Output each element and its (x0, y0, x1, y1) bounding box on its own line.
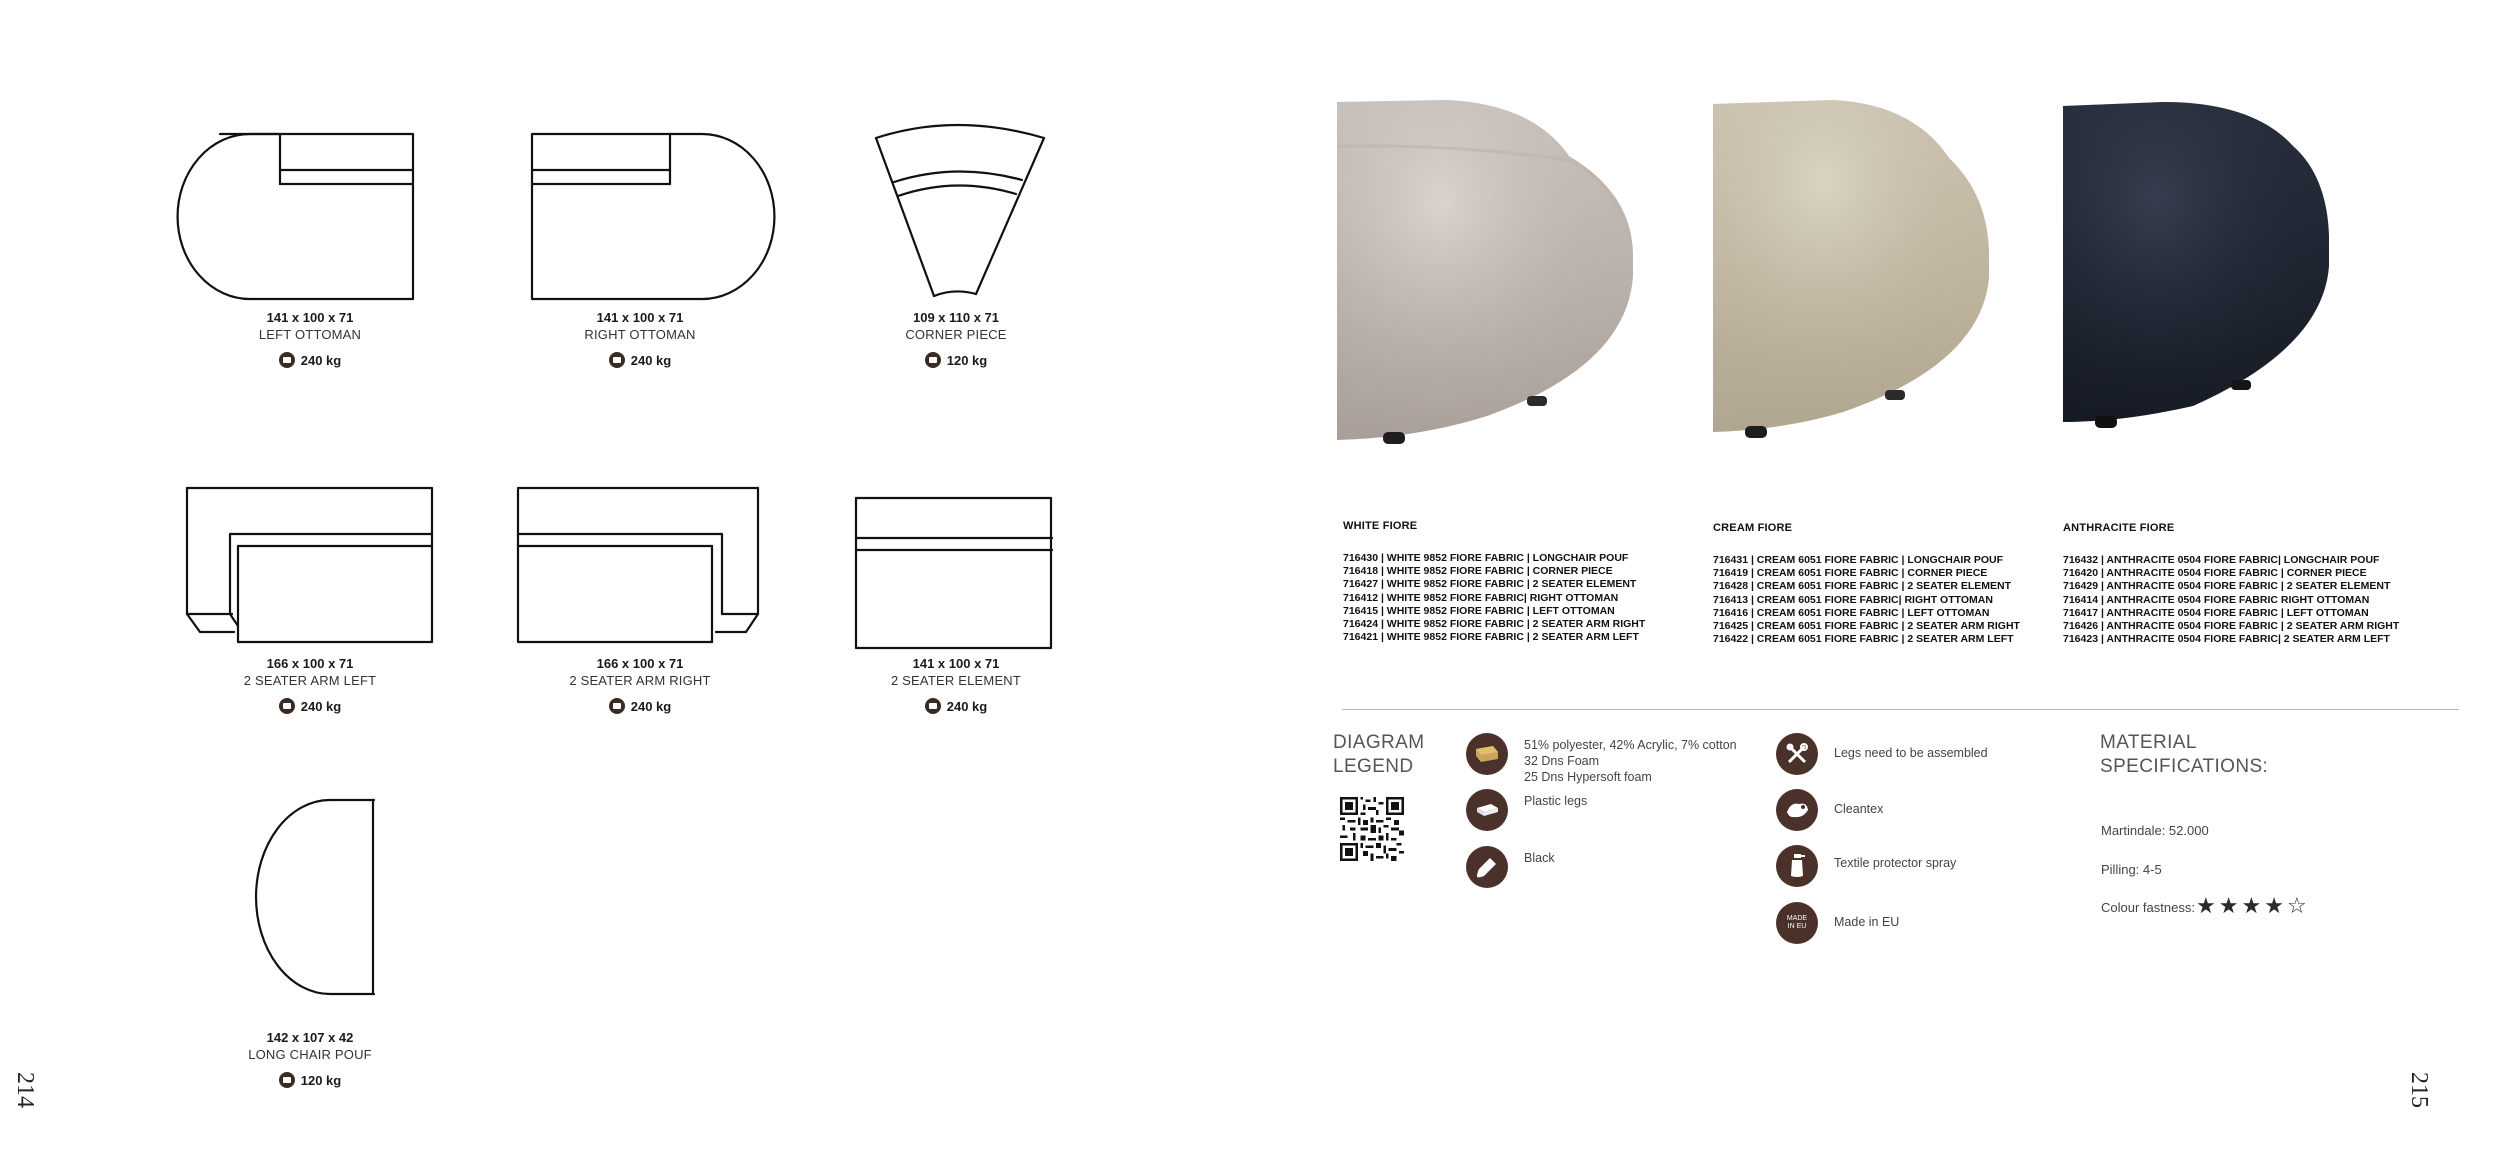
cream-fiore-photo (1713, 96, 2013, 454)
star-empty-icon: ☆ (2286, 894, 2307, 919)
legend-title-line: DIAGRAM (1333, 732, 1425, 753)
spray-bottle-icon (1776, 845, 1818, 887)
weight-icon (279, 352, 295, 368)
product-dims: 109 x 110 x 71 (912, 310, 1000, 325)
legend-text (1524, 846, 1555, 866)
legend-text (1524, 789, 1587, 809)
product-weight (925, 698, 987, 714)
weight-icon (925, 698, 941, 714)
product-dims: 141 x 100 x 71 (266, 310, 354, 325)
fabric-code: 716415 | WHITE 9852 FIORE FABRIC | LEFT OTTOMAN (1343, 604, 1615, 617)
product-weight (925, 352, 987, 368)
fabric-code: 716416 | CREAM 6051 FIORE FABRIC | LEFT OTTOMAN (1713, 606, 1990, 619)
diagram-legend-title (1333, 731, 1424, 779)
pouf-diagram (160, 790, 460, 1030)
product-weight (609, 352, 671, 368)
product-name: RIGHT OTTOMAN (584, 327, 696, 342)
product-right-ottoman (490, 110, 790, 368)
weight-icon (279, 1072, 295, 1088)
weight-value: 240 kg (630, 698, 672, 714)
legend-item-cleantex (1776, 789, 1883, 831)
made-in-eu-icon (1776, 902, 1818, 944)
star-filled-icon: ★ (2241, 894, 2262, 919)
anthracite-fiore-photo (2063, 96, 2363, 454)
star-filled-icon: ★ (2264, 894, 2284, 919)
fabric-code: 716432 | ANTHRACITE 0504 FIORE FABRIC| LONGCHAIR POUF (2063, 554, 2380, 566)
legend-item-plastic-legs (1466, 789, 1587, 831)
product-2-seater-element (806, 476, 1106, 714)
legend-text (1834, 733, 1988, 761)
weight-icon (609, 352, 625, 368)
fabric-code: 716431 | CREAM 6051 FIORE FABRIC | LONGCHAIR POUF (1713, 554, 2004, 566)
martindale-spec: Martindale: 52.000 (2101, 823, 2209, 838)
paint-brush-icon (1466, 846, 1508, 888)
star-filled-icon: ★ (2218, 894, 2239, 919)
product-left-ottoman (160, 110, 460, 368)
badge-text: MADE (1786, 915, 1808, 922)
fabric-code: 716423 | ANTHRACITE 0504 FIORE FABRIC| 2 SEATER ARM LEFT (2063, 633, 2390, 646)
element-diagram (806, 476, 1106, 656)
product-2-seater-arm-right (490, 476, 790, 714)
plastic-legs-icon (1466, 789, 1508, 831)
legend-line: 32 Dns Foam (1524, 754, 1600, 768)
legend-item-made-in-eu (1776, 902, 1899, 944)
weight-value: 240 kg (300, 698, 342, 714)
product-name: LONG CHAIR POUF (248, 1047, 372, 1062)
product-dims: 141 x 100 x 71 (596, 310, 684, 325)
cleantex-icon (1776, 789, 1818, 831)
fabric-name: WHITE FIORE (1343, 520, 1418, 532)
tools-icon (1776, 733, 1818, 775)
legend-line: Made in EU (1834, 915, 1900, 929)
product-name: LEFT OTTOMAN (258, 327, 362, 342)
product-dims: 166 x 100 x 71 (266, 656, 354, 671)
material-specifications-title (2100, 731, 2268, 779)
legend-item-protector-spray (1776, 845, 1956, 887)
product-long-chair-pouf (160, 790, 460, 1088)
fabric-code: 716428 | CREAM 6051 FIORE FABRIC | 2 SEATER ELEMENT (1713, 580, 2012, 593)
fabric-code: 716422 | CREAM 6051 FIORE FABRIC | 2 SEATER ARM LEFT (1713, 633, 2014, 646)
weight-value: 240 kg (946, 698, 988, 714)
pilling-spec: Pilling: 4-5 (2101, 862, 2162, 877)
legend-line: Textile protector spray (1834, 856, 1957, 870)
legend-text (1834, 789, 1883, 817)
legend-item-assembly (1776, 733, 1988, 775)
product-2-seater-arm-left (160, 476, 460, 714)
fabric-name: CREAM FIORE (1713, 522, 1793, 534)
fabric-code: 716419 | CREAM 6051 FIORE FABRIC | CORNER PIECE (1713, 567, 1988, 580)
fabric-white-fiore (1343, 520, 1645, 644)
product-dims: 142 x 107 x 42 (266, 1030, 354, 1045)
fabric-code: 716417 | ANTHRACITE 0504 FIORE FABRIC | LEFT OTTOMAN (2063, 606, 2369, 619)
weight-value: 240 kg (300, 352, 342, 368)
fabric-code: 716418 | WHITE 9852 FIORE FABRIC | CORNER PIECE (1343, 565, 1613, 578)
corner-piece-diagram (806, 110, 1106, 310)
colour-fastness-rating (2196, 896, 2307, 918)
weight-icon (609, 698, 625, 714)
page-number-left: 214 (12, 1072, 38, 1108)
product-weight (279, 352, 341, 368)
fabric-name: ANTHRACITE FIORE (2063, 522, 2175, 534)
fabric-code: 716430 | WHITE 9852 FIORE FABRIC | LONGCHAIR POUF (1343, 552, 1629, 564)
page-number-right: 215 (2406, 1072, 2432, 1108)
fabric-code: 716424 | WHITE 9852 FIORE FABRIC | 2 SEATER ARM RIGHT (1343, 618, 1646, 631)
arm-left-diagram (160, 476, 460, 656)
product-dims: 141 x 100 x 71 (912, 656, 1000, 671)
fabric-cream-fiore (1713, 522, 2020, 646)
fabric-code: 716427 | WHITE 9852 FIORE FABRIC | 2 SEATER ELEMENT (1343, 578, 1637, 591)
fabric-code: 716425 | CREAM 6051 FIORE FABRIC | 2 SEATER ARM RIGHT (1713, 620, 2020, 633)
fabric-code: 716414 | ANTHRACITE 0504 FIORE FABRIC RIGHT OTTOMAN (2063, 593, 2370, 606)
left-ottoman-diagram (160, 110, 460, 310)
badge-text: IN EU (1787, 923, 1807, 930)
fabric-codes (1343, 552, 1645, 644)
mat-title-line: MATERIAL (2100, 732, 2197, 753)
arm-right-diagram (490, 476, 790, 656)
legend-text (1834, 902, 1899, 930)
legend-text (1834, 845, 1956, 871)
product-dims: 166 x 100 x 71 (596, 656, 684, 671)
product-name: 2 SEATER ARM RIGHT (569, 673, 711, 688)
fabric-anthracite-fiore (2063, 522, 2399, 646)
product-weight (279, 698, 341, 714)
weight-icon (279, 698, 295, 714)
legend-line: Black (1524, 851, 1555, 865)
fabric-code: 716421 | WHITE 9852 FIORE FABRIC | 2 SEATER ARM LEFT (1343, 631, 1639, 644)
fabric-code: 716426 | ANTHRACITE 0504 FIORE FABRIC | 2 SEATER ARM RIGHT (2063, 620, 2400, 633)
right-ottoman-diagram (490, 110, 790, 310)
weight-value: 240 kg (630, 352, 672, 368)
fabric-code: 716429 | ANTHRACITE 0504 FIORE FABRIC | 2 SEATER ELEMENT (2063, 580, 2391, 593)
legend-title-line: LEGEND (1333, 756, 1414, 777)
fabric-swatch-icon (1466, 733, 1508, 775)
legend-item-black (1466, 846, 1555, 888)
product-weight (279, 1072, 341, 1088)
legend-line: Plastic legs (1524, 794, 1588, 808)
fabric-code: 716412 | WHITE 9852 FIORE FABRIC| RIGHT OTTOMAN (1343, 591, 1619, 604)
star-filled-icon: ★ (2196, 894, 2216, 919)
legend-line: Legs need to be assembled (1834, 746, 1988, 760)
product-weight (609, 698, 671, 714)
weight-value: 120 kg (300, 1072, 342, 1088)
qr-code[interactable] (1340, 797, 1404, 861)
fabric-codes (1713, 554, 2020, 646)
legend-text (1524, 733, 1737, 785)
white-fiore-photo (1337, 96, 1637, 454)
legend-item-fabric (1466, 733, 1737, 785)
product-name: 2 SEATER ARM LEFT (243, 673, 377, 688)
product-name: CORNER PIECE (905, 327, 1007, 342)
product-name: 2 SEATER ELEMENT (890, 673, 1022, 688)
colour-fastness-label: Colour fastness: (2101, 900, 2195, 915)
mat-title-line: SPECIFICATIONS: (2100, 756, 2269, 777)
legend-line: Cleantex (1834, 802, 1884, 816)
section-divider (1342, 709, 2459, 710)
fabric-codes (2063, 554, 2399, 646)
weight-value: 120 kg (946, 352, 988, 368)
legend-line: 25 Dns Hypersoft foam (1524, 770, 1652, 784)
legend-line: 51% polyester, 42% Acrylic, 7% cotton (1524, 738, 1737, 752)
fabric-code: 716420 | ANTHRACITE 0504 FIORE FABRIC | CORNER PIECE (2063, 567, 2367, 580)
fabric-code: 716413 | CREAM 6051 FIORE FABRIC| RIGHT OTTOMAN (1713, 593, 1993, 606)
product-corner-piece (806, 110, 1106, 368)
weight-icon (925, 352, 941, 368)
